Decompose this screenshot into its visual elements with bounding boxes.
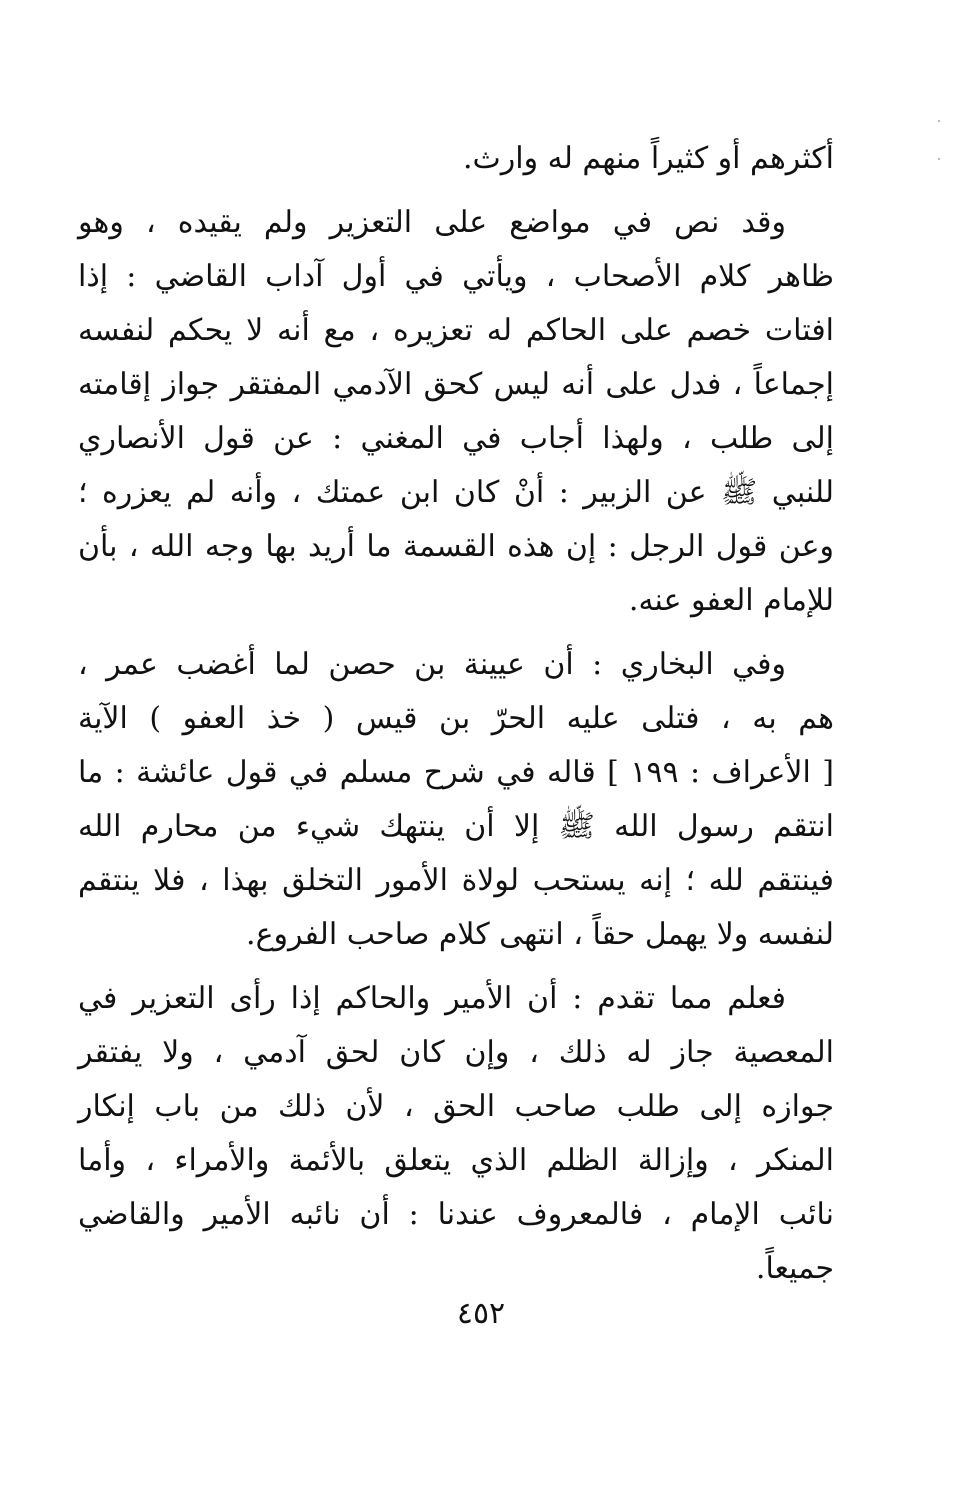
text-line: أكثرهم أو كثيراً منهم له وارث.	[462, 141, 834, 176]
scan-speck	[938, 120, 940, 122]
page-number: ٤٥٢	[456, 1296, 506, 1331]
paragraph-1	[78, 132, 834, 186]
text-line: نائب الإمام ، فالمعروف عندنا : أن نائبه الأمير والقاضي	[78, 1197, 834, 1232]
text-line: للإمام العفو عنه.	[628, 583, 834, 618]
text-line: ظاهر كلام الأصحاب ، ويأتي في أول آداب القاضي : إذا	[78, 259, 834, 294]
text-line: افتات خصم على الحاكم له تعزيره ، مع أنه لا يحكم لنفسه	[78, 313, 834, 348]
text-line: المعصية جاز له ذلك ، وإن كان لحق آدمي ، ولا يفتقر	[78, 1035, 834, 1070]
text-line: إجماعاً ، فدل على أنه ليس كحق الآدمي المفتقر جواز إقامته	[78, 367, 834, 402]
text-line: هم به ، فتلى عليه الحرّ بن قيس ( خذ العفو ) الآية	[78, 701, 834, 736]
page-body	[78, 132, 834, 1306]
text-line: وقد نص في مواضع على التعزير ولم يقيده ، وهو	[78, 205, 786, 240]
text-line: لنفسه ولا يهمل حقاً ، انتهى كلام صاحب الفروع.	[246, 917, 834, 952]
scan-speck	[938, 158, 940, 160]
text-line: وفي البخاري : أن عيينة بن حصن لما أغضب عمر ،	[78, 647, 786, 682]
text-line: فعلم مما تقدم : أن الأمير والحاكم إذا رأى التعزير في	[78, 981, 786, 1016]
text-line: وعن قول الرجل : إن هذه القسمة ما أريد بها وجه الله ، بأن	[78, 529, 834, 564]
text-line: للنبي ﷺ عن الزبير : أنْ كان ابن عمتك ، وأنه لم يعزره ؛	[78, 475, 834, 510]
text-line: جوازه إلى طلب صاحب الحق ، لأن ذلك من باب إنكار	[78, 1089, 834, 1124]
text-line: جميعاً.	[755, 1251, 834, 1286]
paragraph-4	[78, 972, 834, 1296]
paragraph-2	[78, 196, 834, 628]
text-line: انتقم رسول الله ﷺ إلا أن ينتهك شيء من محارم الله	[78, 809, 834, 844]
text-line: فينتقم لله ؛ إنه يستحب لولاة الأمور التخلق بهذا ، فلا ينتقم	[78, 863, 834, 898]
text-line: إلى طلب ، ولهذا أجاب في المغني : عن قول الأنصاري	[78, 421, 834, 456]
text-line: المنكر ، وإزالة الظلم الذي يتعلق بالأئمة والأمراء ، وأما	[78, 1143, 834, 1178]
paragraph-3	[78, 638, 834, 962]
text-line: [ الأعراف : ١٩٩ ] قاله في شرح مسلم في قول عائشة : ما	[78, 755, 834, 790]
